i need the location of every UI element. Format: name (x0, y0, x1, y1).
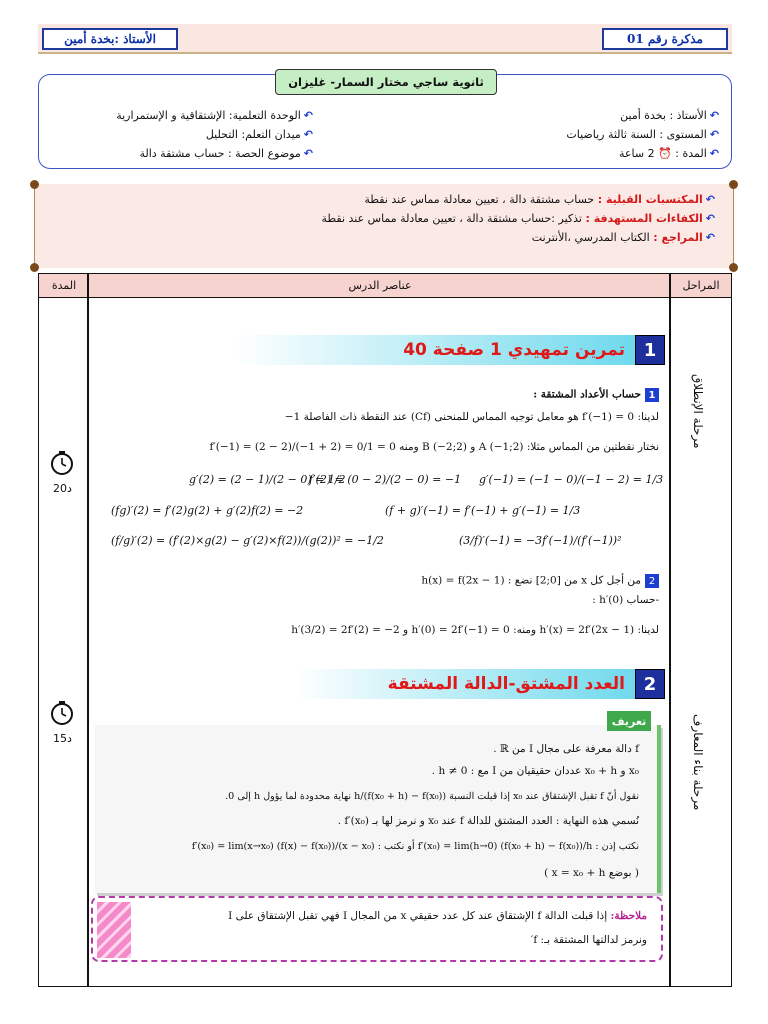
arrow-icon: ↶ (303, 109, 313, 122)
sub-2-text: 2من أجل كل x من [0;2] نضع : h(x) = f(2x − 1) (421, 574, 659, 588)
g-prime-minus-1: g′(−1) = (−1 − 0)/(−1 − 2) = 1/3 (479, 473, 664, 486)
clock-icon (49, 450, 75, 476)
definition-tag: تعريف (607, 711, 651, 731)
section-1-title (195, 334, 665, 366)
school-name: ثانوية ساجي مختار السمار- غليزان (275, 69, 497, 95)
section-number: 2 (635, 669, 665, 699)
line-1: لدينا: f′(−1) = 0 هو معامل توجيه المماس للمنحنى (Cf) عند النقطة ذات الفاصلة 1− (284, 411, 659, 423)
g-prime-2: g′(2) = (2 − 1)/(2 − 0) = 1/2 (189, 473, 346, 486)
section-number: 1 (635, 335, 665, 365)
lesson-table (38, 273, 732, 987)
def-line-6: ( بوضع x = x₀ + h ) (544, 867, 639, 879)
phase-knowledge: مرحلة بناء المعارف (691, 714, 705, 811)
note-line-1: ملاحظة: إذا قبلت الدالة f الإشتقاق عند كل عدد حقيقي x من المجال I فهي تقبل الإشتقاق على I (228, 910, 647, 922)
def-line-1: f دالة معرفة على مجال I من ℝ . (493, 743, 639, 755)
references: ↶المراجع : الكتاب المدرسي ،الأنترنت (531, 231, 715, 244)
note-line-2: ونرمز لدالتها المشتقة بـ: f′ (530, 934, 647, 946)
info-field: ↶ميدان التعلم: التحليل (205, 128, 313, 141)
arrow-icon: ↶ (303, 147, 313, 160)
arrow-icon: ↶ (705, 231, 715, 244)
corner-dot (30, 180, 39, 189)
header-elements: عناصر الدرس (89, 274, 671, 298)
ribbon-decoration (97, 902, 131, 958)
f-prime-2: f′(2) = (0 − 2)/(2 − 0) = −1 (309, 473, 462, 486)
lesson-info-panel (38, 74, 732, 169)
note-label: ملاحظة: (610, 910, 647, 922)
phase-launch: مرحلة الإنطلاق (691, 374, 705, 449)
top-header-bar (38, 24, 732, 54)
arrow-icon: ↶ (709, 109, 719, 122)
sub-2-task: -حساب h′(0) : (592, 594, 659, 606)
corner-dot (729, 180, 738, 189)
arrow-icon: ↶ (303, 128, 313, 141)
section-title-text: تمرين تمهيدي 1 صفحة 40 (235, 335, 635, 365)
section-title-text: العدد المشتق-الدالة المشتقة (295, 669, 635, 699)
memo-number-box: مذكرة رقم 01 (602, 28, 728, 50)
info-teacher: ↶الأستاذ : بخدة أمين (620, 109, 719, 122)
column-divider (87, 274, 89, 986)
product-derivative: (fg)′(2) = f′(2)g(2) + g′(2)f(2) = −2 (111, 504, 304, 517)
def-line-2: x₀ و x₀ + h عددان حقيقيان من I مع : h ≠ 0 . (431, 765, 639, 777)
clock-icon (49, 700, 75, 726)
arrow-icon: ↶ (705, 212, 715, 225)
header-phases: المراحل (671, 274, 731, 298)
corner-dot (729, 263, 738, 272)
def-line-5: نكتب إذن : f′(x₀) = lim(h→0) (f(x₀ + h) − f(x₀))/h أو نكتب : f′(x₀) = lim(x→x₀) (f(x) − f(x₀))/(x − x₀) (191, 841, 639, 852)
line-2: نختار نقطتين من المماس مثلا: A (−1;2) و B (−2;2) ومنه f′(−1) = (2 − 2)/(−1 + 2) = 0/1 = 0 (209, 441, 659, 453)
arrow-icon: ↶ (705, 193, 715, 206)
duration-2: 15د (53, 732, 72, 745)
info-duration: ↶المدة : ⏰ 2 ساعة (619, 147, 719, 160)
duration-1: 20د (53, 482, 72, 495)
arrow-icon: ↶ (709, 147, 719, 160)
target-competencies: ↶الكفاءات المستهدفة : تذكير :حساب مشتقة دالة ، تعيين معادلة مماس عند نقطة (321, 212, 715, 225)
sum-derivative: (f + g)′(−1) = f′(−1) + g′(−1) = 1/3 (385, 504, 581, 517)
sub-1-title: 1حساب الأعداد المشتقة : (533, 388, 659, 402)
corner-dot (30, 263, 39, 272)
info-unit: ↶الوحدة التعلمية: الإشتقاقية و الإستمرارية (116, 109, 313, 122)
note-box (91, 896, 663, 962)
reciprocal-derivative: (3/f)′(−1) = −3f′(−1)/(f′(−1))² (459, 534, 622, 547)
arrow-icon: ↶ (709, 128, 719, 141)
info-topic: ↶موضوع الحصة : حساب مشتقة دالة (139, 147, 313, 160)
header-duration: المدة (39, 274, 89, 298)
def-line-3: نقول أنّ f تقبل الإشتقاق عند x₀ إذا قبلت النسبة (f(x₀ + h) − f(x₀))/h نهاية محدودة لما يؤول h إلى 0. (225, 791, 639, 802)
info-level: ↶المستوى : السنة ثالثة رياضيات (566, 128, 719, 141)
prerequisites-panel (34, 184, 734, 268)
def-line-4: نُسمي هذه النهاية : العدد المشتق للدالة f عند x₀ و نرمز لها بـ f′(x₀) . (337, 815, 639, 827)
quotient-derivative: (f/g)′(2) = (f′(2)×g(2) − g′(2)×f(2))/(g(2))² = −1/2 (111, 534, 384, 547)
sub-2-result: لدينا: h′(x) = 2f′(2x − 1) ومنه: h′(0) = 2f′(−1) = 0 و h′(3/2) = 2f′(2) = −2 (291, 624, 659, 636)
prior-knowledge: ↶المكتسبات القبلية : حساب مشتقة دالة ، تعيين معادلة مماس عند نقطة (364, 193, 715, 206)
definition-box (95, 714, 661, 893)
column-divider (669, 274, 671, 986)
section-2-title (255, 668, 665, 700)
teacher-name-box: الأستاذ :بخدة أمين (42, 28, 178, 50)
